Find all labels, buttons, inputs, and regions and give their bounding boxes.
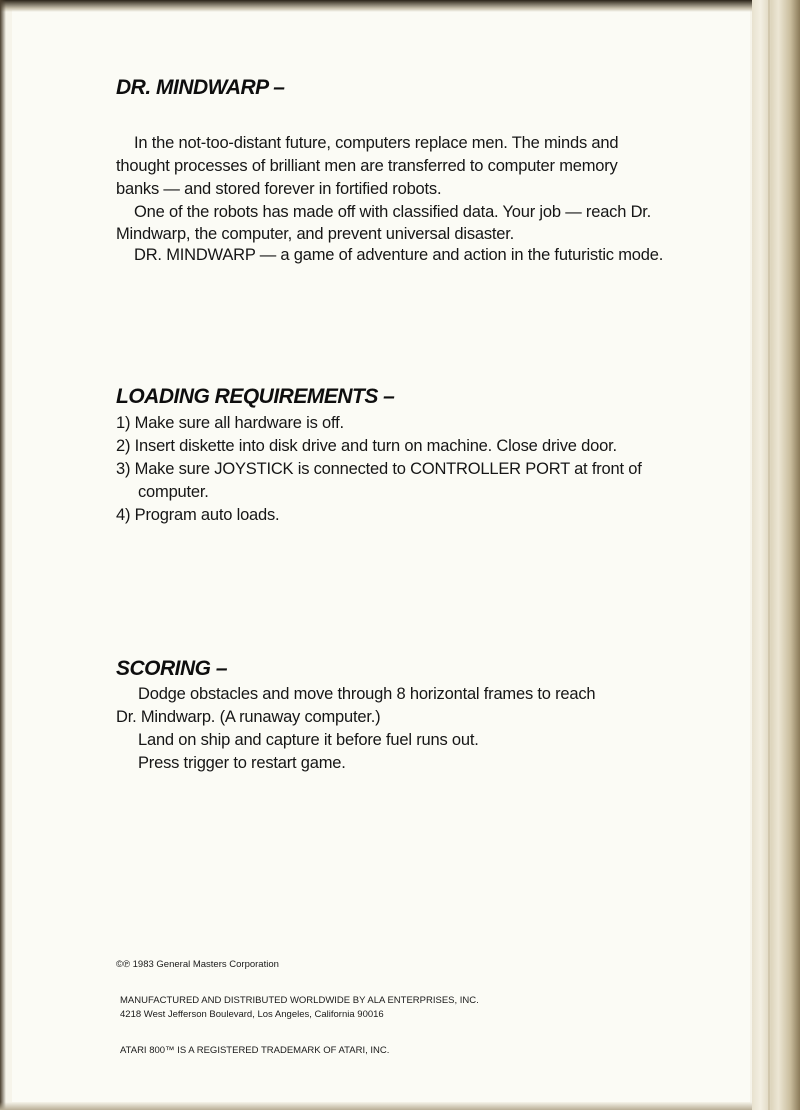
manufacturer-notice: MANUFACTURED AND DISTRIBUTED WORLDWIDE BY ALA ENTERPRISES, INC. — [120, 995, 479, 1006]
loading-step: 1) Make sure all hardware is off. — [116, 414, 344, 432]
loading-heading: LOADING REQUIREMENTS – — [116, 385, 395, 408]
loading-step-continued: computer. — [138, 483, 209, 501]
case-spine — [752, 0, 800, 1110]
trademark-notice: ATARI 800™ IS A REGISTERED TRADEMARK OF ATARI, INC. — [120, 1045, 390, 1056]
scoring-line: Land on ship and capture it before fuel runs out. — [138, 731, 479, 749]
scoring-heading: SCORING – — [116, 657, 228, 680]
scoring-line: Dodge obstacles and move through 8 horizontal frames to reach — [138, 685, 596, 703]
case-top-edge — [0, 0, 800, 12]
intro-line: One of the robots has made off with classified data. Your job — reach Dr. — [134, 203, 652, 221]
intro-line: Mindwarp, the computer, and prevent universal disaster. — [116, 225, 515, 243]
case-spine-ridge — [768, 0, 770, 1110]
intro-line: thought processes of brilliant men are transferred to computer memory — [116, 157, 618, 175]
intro-line: DR. MINDWARP — a game of adventure and action in the futuristic mode. — [134, 246, 664, 264]
loading-step: 4) Program auto loads. — [116, 506, 280, 524]
scoring-line: Press trigger to restart game. — [138, 754, 346, 772]
intro-heading: DR. MINDWARP – — [116, 76, 285, 99]
loading-step: 2) Insert diskette into disk drive and turn on machine. Close drive door. — [116, 437, 617, 455]
scoring-line: Dr. Mindwarp. (A runaway computer.) — [116, 708, 381, 726]
copyright-notice: ©℗ 1983 General Masters Corporation — [116, 959, 279, 970]
case-left-edge — [0, 0, 6, 1110]
manufacturer-address: 4218 West Jefferson Boulevard, Los Angeles, California 90016 — [120, 1009, 384, 1020]
case-bottom-edge — [0, 1102, 800, 1110]
intro-line: In the not-too-distant future, computers replace men. The minds and — [134, 134, 619, 152]
intro-line: banks — and stored forever in fortified robots. — [116, 180, 442, 198]
loading-step: 3) Make sure JOYSTICK is connected to CONTROLLER PORT at front of — [116, 460, 642, 478]
